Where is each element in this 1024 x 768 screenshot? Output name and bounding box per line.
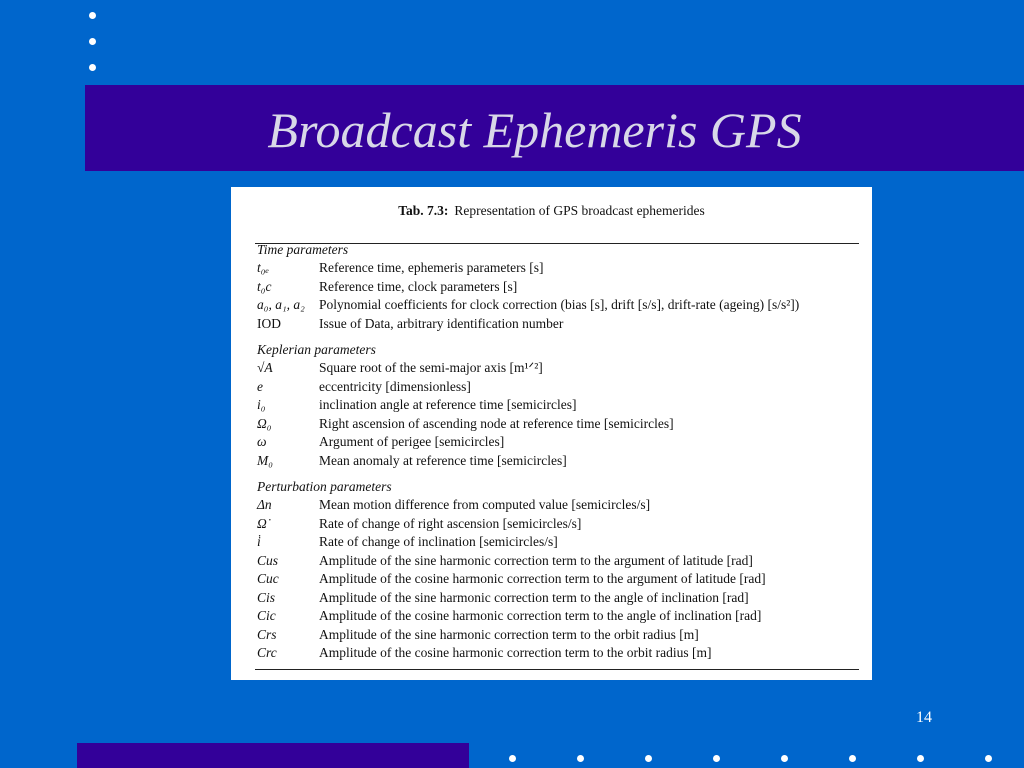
parameter-description: Amplitude of the sine harmonic correction term to the argument of latitude [rad] (319, 552, 753, 568)
parameter-symbol: t₀c (257, 278, 272, 294)
parameter-symbol: a₀, a₁, a₂ (257, 297, 305, 312)
parameter-symbol: Cuc (257, 571, 279, 586)
table-row (257, 296, 867, 315)
table-row (257, 533, 867, 552)
parameter-symbol: Ω₀ (257, 415, 272, 431)
table-row (257, 359, 867, 378)
table-row (257, 570, 867, 589)
bullet-dot-icon (89, 64, 96, 71)
parameter-description: Argument of perigee [semicircles] (319, 434, 505, 449)
table-image (231, 187, 872, 680)
parameter-symbol: i̇ (257, 534, 261, 549)
parameter-symbol: i₀ (257, 397, 266, 412)
table-row (257, 552, 867, 571)
parameter-description: Right ascension of ascending node at reference time [semicircles] (319, 415, 674, 431)
parameter-symbol: M₀ (257, 452, 273, 468)
parameter-symbol: IOD (257, 315, 281, 331)
parameter-symbol: Crs (257, 626, 277, 642)
table-bottom-rule (255, 669, 859, 670)
parameter-symbol: √A (257, 360, 273, 375)
bullet-dot-icon (509, 755, 516, 762)
table-caption-label: Tab. 7.3: (398, 203, 449, 218)
title-bar (85, 85, 1024, 171)
parameter-description: Rate of change of right ascension [semicircles/s] (319, 515, 582, 531)
bullet-dot-icon (849, 755, 856, 762)
table-row (257, 278, 867, 297)
section-heading: Keplerian parameters (257, 342, 376, 357)
table-row (257, 644, 867, 663)
page-number: 14 (916, 709, 932, 726)
section-heading: Time parameters (257, 242, 349, 257)
bullet-dot-icon (713, 755, 720, 762)
parameter-symbol: ω (257, 434, 267, 449)
parameter-symbol: Cic (257, 608, 276, 623)
table-row (257, 259, 867, 278)
parameter-description: Square root of the semi-major axis [m¹ᐟ²] (319, 360, 543, 375)
parameter-description: Reference time, ephemeris parameters [s] (319, 260, 544, 275)
parameter-description: Amplitude of the sine harmonic correction term to the angle of inclination [rad] (319, 589, 749, 605)
parameter-symbol: Cis (257, 589, 276, 605)
table-caption (231, 203, 872, 219)
table-row (257, 626, 867, 645)
table-row (257, 433, 867, 452)
table-row (257, 396, 867, 415)
parameter-symbol: e (257, 378, 263, 394)
bullet-dot-icon (985, 755, 992, 762)
parameter-description: Amplitude of the cosine harmonic correction term to the argument of latitude [rad] (319, 571, 766, 586)
bullet-dot-icon (577, 755, 584, 762)
parameter-description: Polynomial coefficients for clock correction (bias [s], drift [s/s], drift-rate (ageing) [s/s²]) (319, 297, 800, 312)
table-row (257, 315, 867, 334)
table-row (257, 415, 867, 434)
parameter-symbol: Cus (257, 552, 279, 568)
parameter-symbol: Δn (257, 497, 272, 512)
bullet-dot-icon (645, 755, 652, 762)
parameter-symbol: Ω̇ (257, 515, 267, 531)
parameter-symbol: Crc (257, 645, 277, 660)
table-row (257, 378, 867, 397)
parameter-symbol: t₀ₑ (257, 260, 269, 275)
parameter-description: Mean motion difference from computed value [semicircles/s] (319, 497, 651, 512)
parameter-description: Mean anomaly at reference time [semicircles] (319, 452, 567, 468)
parameter-description: inclination angle at reference time [semicircles] (319, 397, 577, 412)
table-row (257, 515, 867, 534)
parameter-description: Amplitude of the sine harmonic correction term to the orbit radius [m] (319, 626, 699, 642)
parameter-description: Rate of change of inclination [semicircles/s] (319, 534, 558, 549)
bullet-dot-icon (89, 38, 96, 45)
bullet-dot-icon (89, 12, 96, 19)
footer-bar (77, 743, 469, 768)
parameter-description: Reference time, clock parameters [s] (319, 278, 518, 294)
table-caption-text: Representation of GPS broadcast ephemerides (454, 203, 705, 218)
table-body (257, 241, 867, 663)
parameter-description: Amplitude of the cosine harmonic correction term to the angle of inclination [rad] (319, 608, 762, 623)
parameter-description: eccentricity [dimensionless] (319, 378, 471, 394)
parameter-description: Issue of Data, arbitrary identification number (319, 315, 564, 331)
table-row (257, 589, 867, 608)
bullet-dot-icon (781, 755, 788, 762)
bullet-dot-icon (917, 755, 924, 762)
table-row (257, 452, 867, 471)
slide-title: Broadcast Ephemeris GPS (267, 102, 802, 158)
table-row (257, 496, 867, 515)
section-heading: Perturbation parameters (257, 479, 392, 494)
parameter-description: Amplitude of the cosine harmonic correction term to the orbit radius [m] (319, 645, 712, 660)
table-row (257, 607, 867, 626)
